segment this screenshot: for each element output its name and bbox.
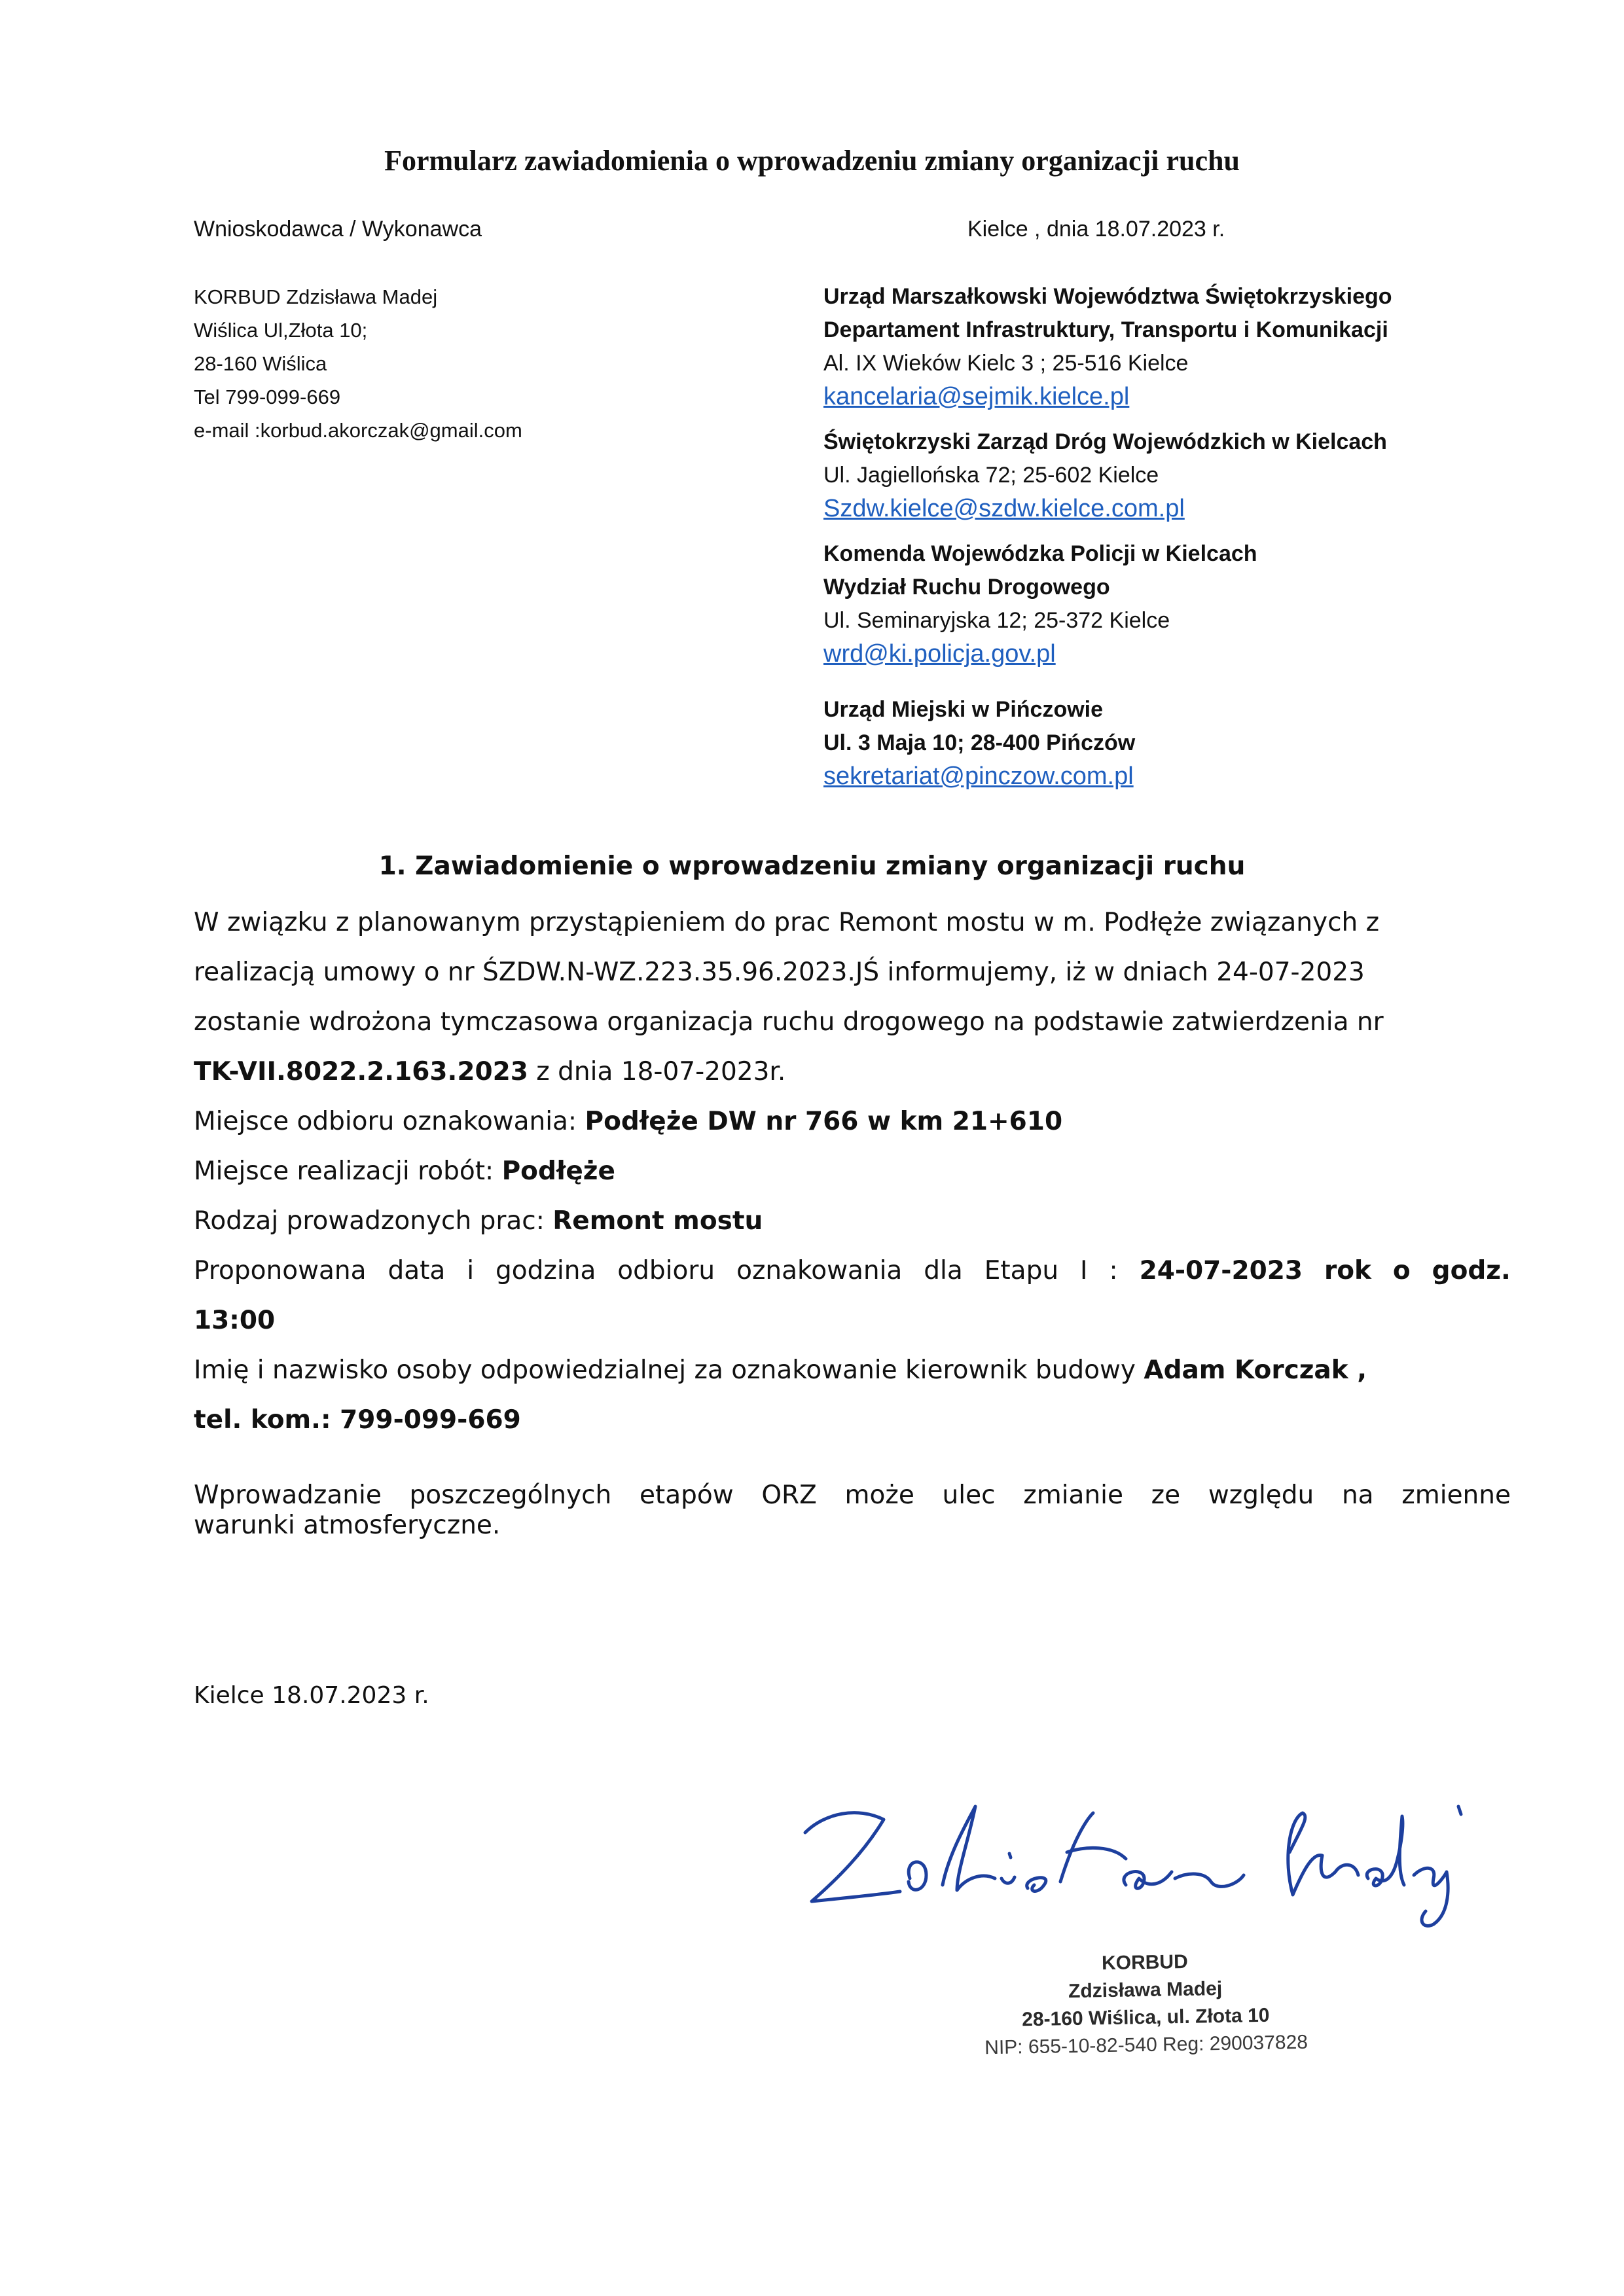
sender-phone: Tel 799-099-669 [194,386,341,408]
weather-word: Wprowadzanie [194,1480,382,1510]
weather-word: poszczególnych [409,1480,612,1510]
weather-word: etapów [639,1480,734,1510]
recipient-department: Departament Infrastruktury, Transportu i Komunikacji [823,317,1388,342]
recipient-address: Ul. 3 Maja 10; 28-400 Pińczów [823,730,1136,755]
stamp-owner: Zdzisława Madej [1068,1977,1223,2003]
responsible-label: Imię i nazwisko osoby odpowiedzialnej za oznakowanie kierownik budowy [194,1355,1144,1385]
proposed-word: Proponowana [194,1256,367,1285]
sender-street: Wiślica Ul,Złota 10; [194,319,368,342]
weather-word: ze [1151,1480,1181,1510]
recipient-address: Ul. Seminaryjska 12; 25-372 Kielce [823,608,1170,633]
proposed-date-value: o [1392,1256,1411,1285]
recipient-city-office [823,693,1511,793]
recipient-email-link[interactable]: kancelaria@sejmik.kielce.pl [823,383,1130,410]
approval-date: z dnia 18-07-2023r. [528,1057,786,1086]
proposed-word: I [1080,1256,1088,1285]
responsible-phone: tel. kom.: 799-099-669 [194,1405,521,1435]
work-type-label: Rodzaj prowadzonych prac: [194,1206,553,1236]
recipient-name: Urząd Miejski w Pińczowie [823,697,1104,722]
notice-paragraph-line: W związku z planowanym przystąpieniem do prac Remont mostu w m. Podłęże związanych z [194,908,1380,937]
work-type-value: Remont mostu [552,1206,763,1236]
responsible-person-line [194,1346,1511,1395]
notice-body [194,898,1511,1445]
proposed-word: : [1109,1256,1118,1285]
recipient-road-authority [823,425,1511,526]
sender-name: KORBUD Zdzisława Madej [194,285,438,308]
work-place-label: Miejsce realizacji robót: [194,1157,502,1186]
recipient-email-link[interactable]: Szdw.kielce@szdw.kielce.com.pl [823,495,1185,522]
weather-word: względu [1208,1480,1314,1510]
weather-line: warunki atmosferyczne. [194,1511,501,1540]
work-place-value: Podłęże [501,1157,615,1186]
proposed-date-line [194,1246,1511,1296]
proposed-word: oznakowania [736,1256,903,1285]
pickup-place-line [194,1097,1511,1147]
weather-notice [194,1480,1511,1541]
weather-word: ORZ [761,1480,817,1510]
responsible-name: Adam Korczak , [1144,1355,1367,1385]
recipients-block [823,280,1511,805]
applicant-label: Wnioskodawca / Wykonawca [194,217,482,242]
proposed-word: dla [924,1256,963,1285]
work-place-line [194,1147,1511,1196]
weather-line [194,1480,1511,1511]
weather-word: może [844,1480,914,1510]
recipient-name: Świętokrzyski Zarząd Dróg Wojewódzkich w Kielcach [823,429,1387,454]
stamp-address: 28-160 Wiślica, ul. Złota 10 [1021,2004,1270,2031]
weather-word: zmianie [1023,1480,1123,1510]
recipient-marshal-office [823,280,1511,414]
proposed-word: data [388,1256,446,1285]
notice-paragraph-line: zostanie wdrożona tymczasowa organizacja ruchu drogowego na podstawie zatwierdzenia nr [194,1007,1384,1037]
recipient-police [823,537,1511,671]
weather-word: na [1341,1480,1374,1510]
recipient-department: Wydział Ruchu Drogowego [823,575,1110,600]
handwritten-signature [785,1780,1492,1937]
sender-city: 28-160 Wiślica [194,352,327,375]
proposed-word: odbioru [617,1256,715,1285]
stamp-company: KORBUD [1101,1950,1188,1975]
pickup-place-value: Podłęże DW nr 766 w km 21+610 [585,1107,1063,1136]
proposed-date-value: rok [1324,1256,1371,1285]
proposed-word: i [467,1256,475,1285]
closing-date: Kielce 18.07.2023 r. [194,1682,429,1709]
recipient-address: Al. IX Wieków Kielc 3 ; 25-516 Kielce [823,351,1189,376]
place-date: Kielce , dnia 18.07.2023 r. [967,217,1225,242]
proposed-date-value: 24-07-2023 [1139,1256,1303,1285]
stamp-ids: NIP: 655-10-82-540 Reg: 290037828 [984,2031,1308,2059]
weather-word: zmienne [1401,1480,1511,1510]
proposed-time: 13:00 [194,1306,276,1335]
document-title: Formularz zawiadomienia o wprowadzeniu zmiany organizacji ruchu [384,145,1240,177]
proposed-word: godzina [496,1256,596,1285]
approval-line [194,1047,1511,1097]
approval-number: TK-VII.8022.2.163.2023 [194,1057,528,1086]
recipient-name: Urząd Marszałkowski Województwa Świętokrzyskiego [823,284,1392,309]
recipient-address: Ul. Jagiellońska 72; 25-602 Kielce [823,463,1159,488]
sender-email: e-mail :korbud.akorczak@gmail.com [194,419,522,442]
section-heading: 1. Zawiadomienie o wprowadzeniu zmiany organizacji ruchu [378,852,1246,881]
company-stamp [903,1945,1389,2064]
weather-word: ulec [942,1480,996,1510]
notice-paragraph-line: realizacją umowy o nr ŚZDW.N-WZ.223.35.96.2023.JŚ informujemy, iż w dniach 24-07-2023 [194,958,1365,987]
proposed-word: Etapu [984,1256,1059,1285]
proposed-date-value: godz. [1432,1256,1511,1285]
sender-address-block [194,280,522,447]
pickup-place-label: Miejsce odbioru oznakowania: [194,1107,585,1136]
recipient-email-link[interactable]: sekretariat@pinczow.com.pl [823,762,1134,790]
work-type-line [194,1196,1511,1246]
recipient-name: Komenda Wojewódzka Policji w Kielcach [823,541,1257,566]
recipient-email-link[interactable]: wrd@ki.policja.gov.pl [823,640,1056,668]
